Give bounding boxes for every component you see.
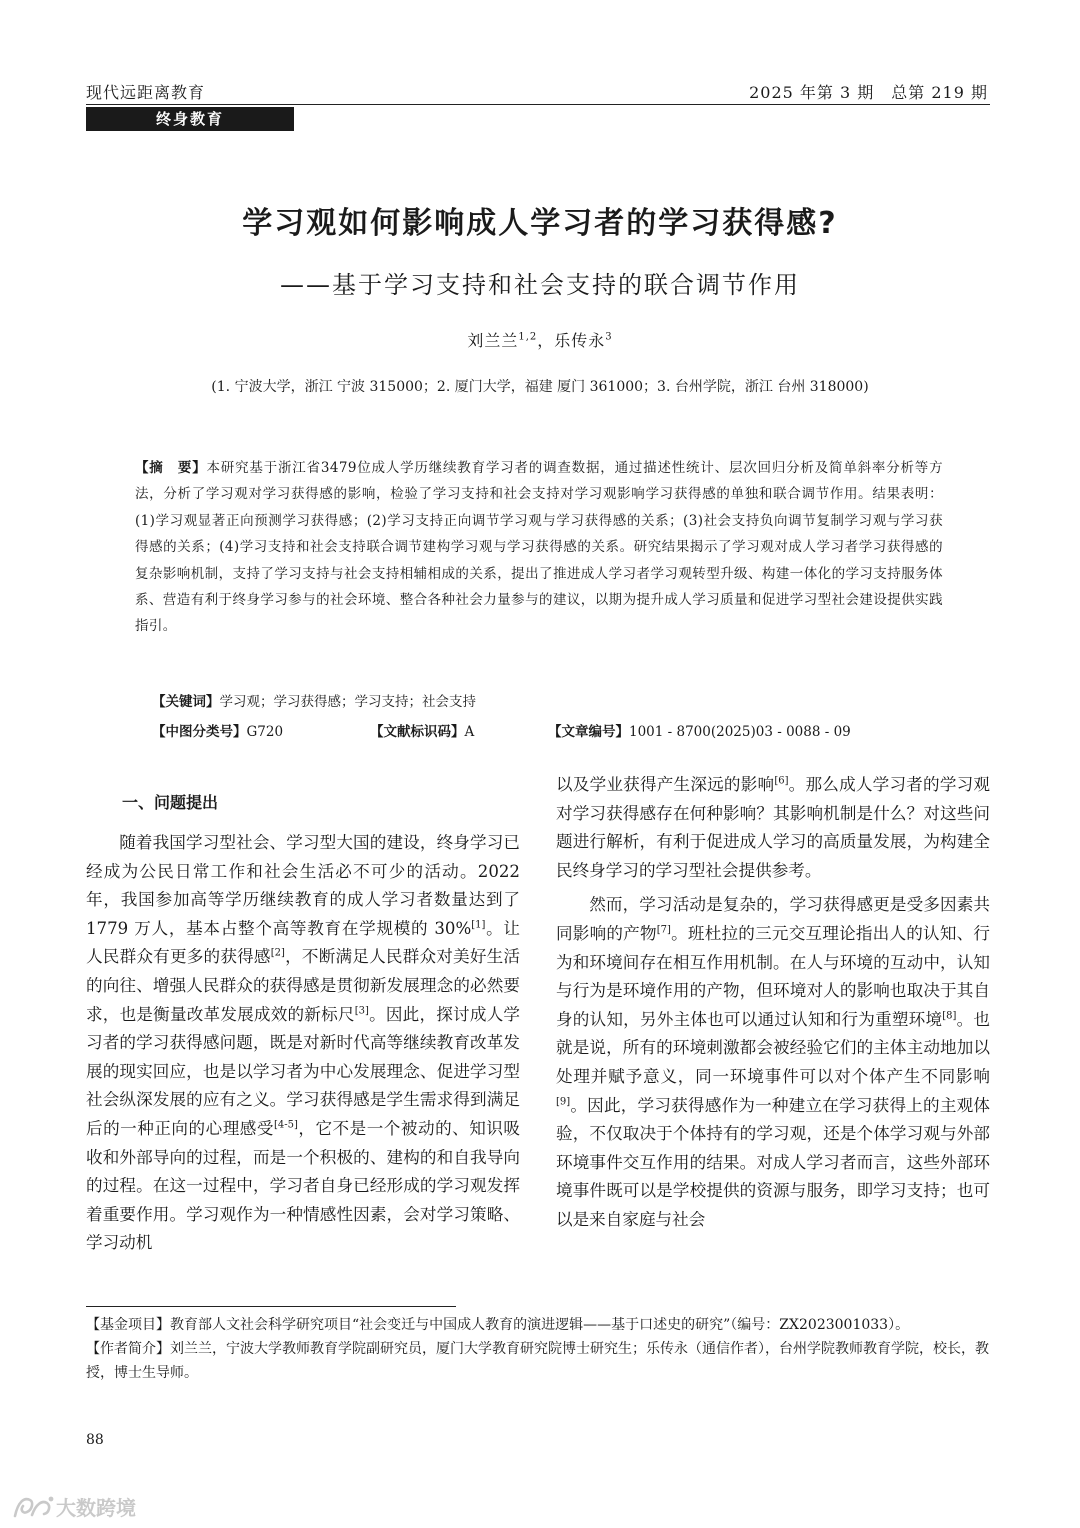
- citation: [7]: [656, 924, 671, 936]
- author-note: [86, 1337, 990, 1385]
- article-title: 学习观如何影响成人学习者的学习获得感?: [242, 206, 838, 241]
- body-column-right: [556, 771, 990, 1235]
- citation: [6]: [774, 775, 789, 787]
- abstract-label: 【摘 要】: [135, 460, 207, 476]
- fund-label: 【基金项目】: [86, 1317, 170, 1333]
- citation: [8]: [942, 1010, 957, 1022]
- citation: [2]: [270, 947, 285, 959]
- journal-name: 现代远距离教育: [86, 83, 206, 102]
- body-text: 。那么成人学习者的学习观对学习获得感存在何种影响？其影响机制是什么？对这些问题进行解析，有利于促进成人学习的高质量发展，为构建全民终身学习的学习型社会提供参考。: [556, 775, 991, 880]
- watermark-text: 大数跨境: [56, 1496, 136, 1520]
- paragraph: [556, 891, 990, 1234]
- watermark: [12, 1492, 136, 1521]
- keywords: [152, 690, 476, 710]
- body-text: 。班杜拉的三元交互理论指出人的认知、行为和环境间存在相互作用机制。在人与环境的互动中，认知与行为是环境作用的产物，但环境对人的影响也取决于其自身的认知，另外主体也可以通过认知和行为重塑环境: [556, 923, 991, 1029]
- body-text: 。让人民群众有更多的获得感: [86, 918, 520, 967]
- author-1: 刘兰兰: [467, 331, 519, 350]
- author-note-label: 【作者简介】: [86, 1341, 170, 1357]
- body-text: 随着我国学习型社会、学习型大国的建设，终身学习已经成为公民日常工作和社会生活必不可少的活动。2022 年，我国参加高等学历继续教育的成人学习者数量达到了 1779 万人，基本占整个高等教育在学规模的 30%: [86, 833, 520, 938]
- abstract: [135, 455, 943, 640]
- footnote-rule: [86, 1306, 456, 1307]
- citation: [1]: [471, 919, 486, 931]
- paragraph: [86, 829, 520, 1258]
- citation: [4-5]: [273, 1119, 298, 1131]
- author-1-affil: 1,2: [518, 331, 538, 343]
- body-column-left: [86, 829, 520, 1258]
- body-text: 。也就是说，所有的环境刺激都会被经验它们的主体主动地加以处理并赋予意义，同一环境事件可以对个体产生不同影响: [556, 1009, 991, 1086]
- page-number: 88: [86, 1432, 104, 1448]
- section-heading: 一、问题提出: [122, 793, 219, 812]
- authors: [0, 328, 1080, 351]
- body-text: ，它不是一个被动的、知识吸收和外部导向的过程，而是一个积极的、建构的和自我导向的过程。在这一过程中，学习者自身已经形成的学习观发挥着重要作用。学习观作为一种情感性因素，会对学习策略、学习动机: [86, 1118, 521, 1253]
- citation: [9]: [556, 1096, 571, 1107]
- article-number-value: 1001 - 8700(2025)03 - 0088 - 09: [629, 724, 851, 740]
- fund-text: 教育部人文社会科学研究项目“社会变迁与中国成人教育的演进逻辑——基于口述史的研究”（编号：ZX2023001033）。: [170, 1317, 910, 1333]
- keywords-text: 学习观；学习获得感；学习支持；社会支持: [219, 694, 476, 710]
- body-text: 。因此，探讨成人学习者的学习获得感问题，既是对新时代高等继续教育改革发展的现实回应，也是以学习者为中心发展理念、促进学习型社会纵深发展的应有之义。学习获得感是学生需求得到满足后的一种正向的心理感受: [86, 1004, 521, 1138]
- author-note-text: 刘兰兰，宁波大学教师教育学院副研究员，厦门大学教育研究院博士研究生；乐传永（通信作者），台州学院教师教育学院，校长，教授，博士生导师。: [86, 1341, 989, 1381]
- affiliations: (1. 宁波大学，浙江 宁波 315000；2. 厦门大学，福建 厦门 361000；3. 台州学院，浙江 台州 318000): [211, 379, 869, 395]
- article-subtitle: ——基于学习支持和社会支持的联合调节作用: [280, 271, 800, 299]
- article-number: [548, 720, 851, 740]
- paragraph: [556, 771, 990, 885]
- author-2-affil: 3: [605, 331, 613, 343]
- clc-value: G720: [246, 724, 284, 740]
- clc-label: 【中图分类号】: [152, 724, 247, 740]
- article-number-label: 【文章编号】: [548, 724, 629, 740]
- doc-code-value: A: [464, 724, 475, 740]
- author-2: 乐传永: [554, 331, 606, 350]
- doc-code-label: 【文献标识码】: [370, 724, 465, 740]
- clc-number: [152, 720, 283, 740]
- body-text: 。因此，学习获得感作为一种建立在学习获得上的主观体验，不仅取决于个体持有的学习观，还是个体学习观与外部环境事件交互作用的结果。对成人学习者而言，这些外部环境事件既可以是学校提供的资源与服务，即学习支持；也可以是来自家庭与社会: [556, 1095, 990, 1229]
- abstract-text: 本研究基于浙江省3479位成人学历继续教育学习者的调查数据，通过描述性统计、层次回归分析及简单斜率分析等方法，分析了学习观对学习获得感的影响，检验了学习支持和社会支持对学习观影响学习获得感的单独和联合调节作用。结果表明：(1)学习观显著正向预测学习获得感；(2)学习支持正向调节学习观与学习获得感的关系；(3)社会支持负向调节复制学习观与学习获得感的关系；(4)学习支持和社会支持联合调节建构学习观与学习获得感的关系。研究结果揭示了学习观对成人学习者学习获得感的复杂影响机制，支持了学习支持与社会支持相辅相成的关系，提出了推进成人学习者学习观转型升级、构建一体化的学习支持服务体系、营造有利于终身学习参与的社会环境、整合各种社会力量参与的建议，以期为提升成人学习质量和促进学习型社会建设提供实践指引。: [135, 460, 944, 635]
- fund-note: [86, 1313, 990, 1337]
- citation: [3]: [354, 1005, 369, 1017]
- section-tag: 终身教育: [86, 107, 294, 131]
- author-separator: ，: [537, 331, 555, 350]
- issue-info: 2025 年第 3 期 总第 219 期: [749, 83, 988, 102]
- footnotes: [86, 1313, 990, 1385]
- watermark-logo-icon: [12, 1494, 56, 1520]
- body-text: 然而，学习活动是复杂的，学习获得感更是受多因素共同影响的产物: [556, 895, 990, 943]
- keywords-label: 【关键词】: [152, 694, 220, 710]
- document-code: [370, 720, 474, 740]
- body-text: ，不断满足人民群众对美好生活的向往、增强人民群众的获得感是贯彻新发展理念的必然要求，也是衡量改革发展成效的新标尺: [86, 947, 521, 1024]
- body-text: 以及学业获得产生深远的影响: [556, 775, 775, 794]
- header-rule: [86, 104, 990, 105]
